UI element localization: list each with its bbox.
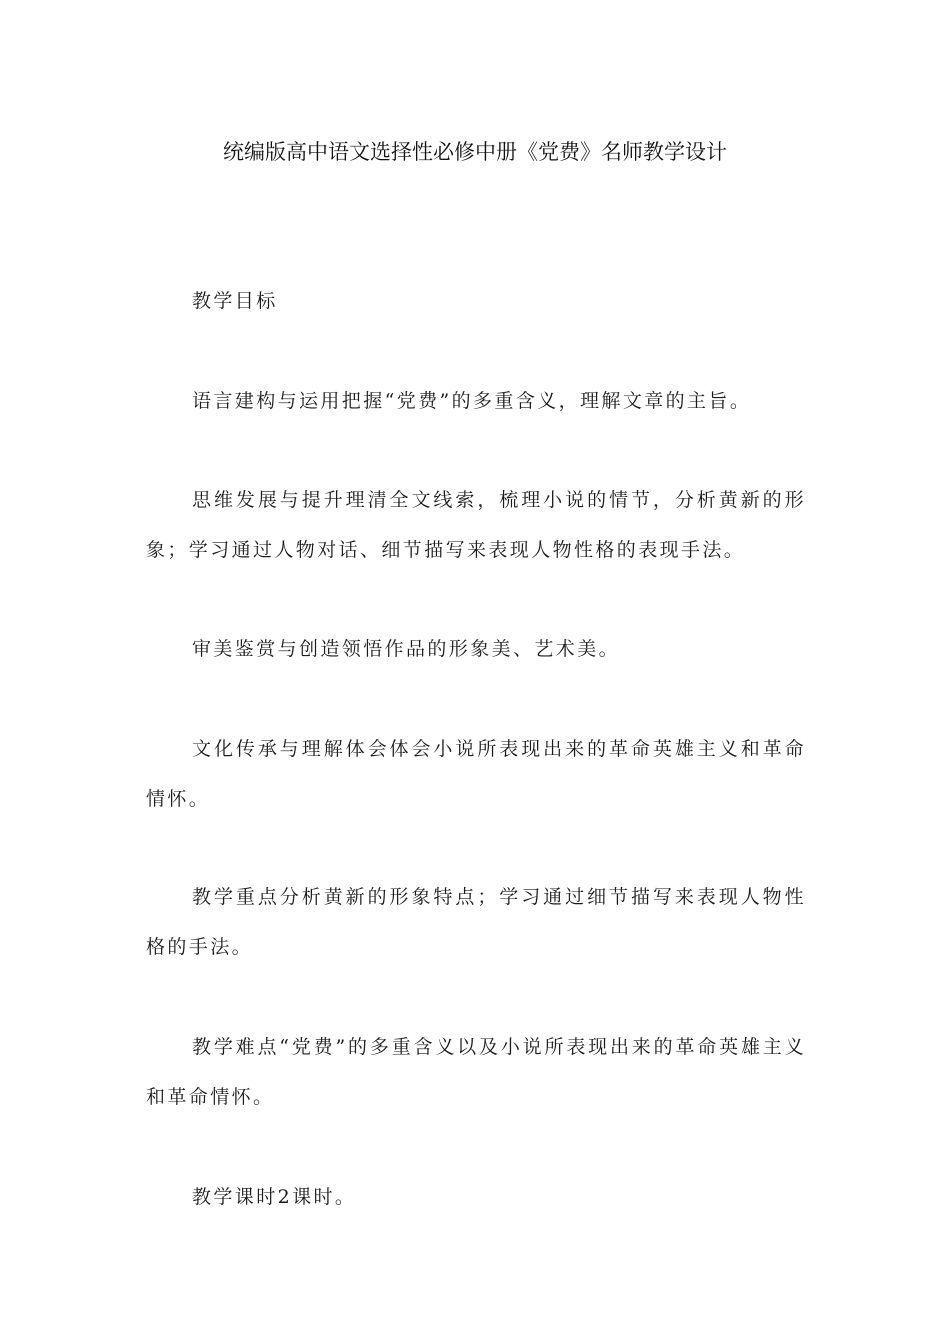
paragraph-teaching-focus: 教学重点分析黄新的形象特点；学习通过细节描写来表现人物性格的手法。 [146, 886, 806, 958]
paragraph-class-hours: 教学课时2课时。 [192, 1186, 357, 1208]
paragraph-aesthetic-appreciation: 审美鉴赏与创造领悟作品的形象美、艺术美。 [192, 638, 621, 660]
document-title: 统编版高中语文选择性必修中册《党费》名师教学设计 [223, 140, 727, 164]
paragraph-language-construction: 语言建构与运用把握“党费”的多重含义，理解文章的主旨。 [192, 390, 752, 412]
paragraph-thinking-development: 思维发展与提升理清全文线索，梳理小说的情节，分析黄新的形象；学习通过人物对话、细节描写来表现人物性格的表现手法。 [146, 489, 806, 561]
section-heading-teaching-goals: 教学目标 [192, 290, 278, 312]
paragraph-cultural-heritage: 文化传承与理解体会体会小说所表现出来的革命英雄主义和革命情怀。 [146, 738, 806, 810]
paragraph-teaching-difficulty: 教学难点“党费”的多重含义以及小说所表现出来的革命英雄主义和革命情怀。 [146, 1036, 806, 1108]
